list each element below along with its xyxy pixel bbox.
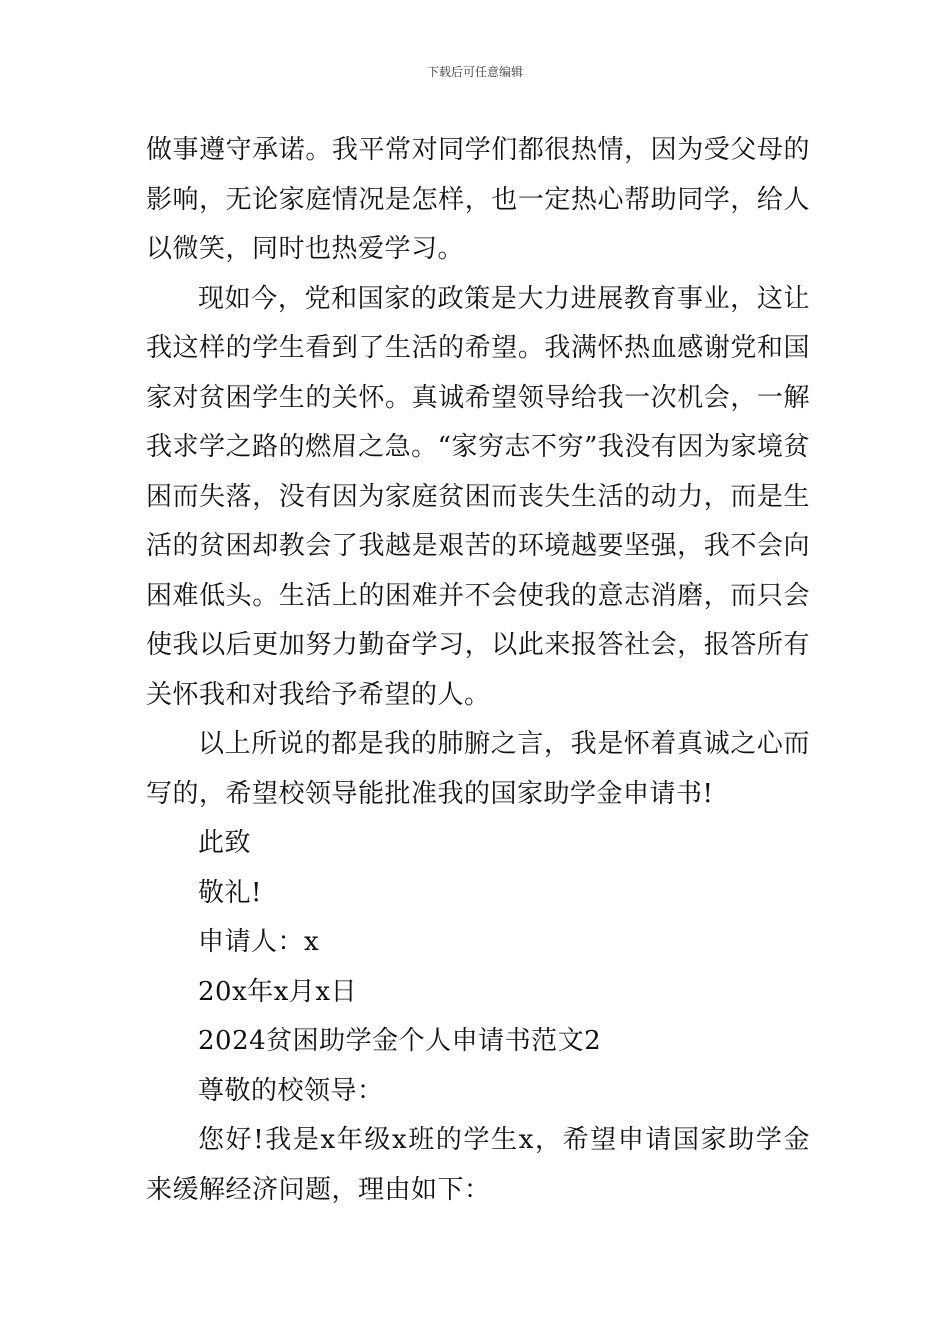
date-line: 20x年x月x日 bbox=[198, 976, 358, 1007]
section-title: 2024贫困助学金个人申请书范文2 bbox=[198, 1026, 602, 1056]
paragraph-intro: 您好!我是x年级x班的学生x，希望申请国家助学金来缓解经济问题，理由如下： bbox=[146, 1125, 810, 1205]
paragraph-continuation: 做事遵守承诺。我平常对同学们都很热情，因为受父母的影响，无论家庭情况是怎样，也一定热心帮助同学，给人以微笑，同时也热爱学习。 bbox=[146, 135, 810, 264]
paragraph-sincerity: 以上所说的都是我的肺腑之言，我是怀着真诚之心而写的，希望校领导能批准我的国家助学金申请书! bbox=[146, 729, 810, 809]
page-header: 下载后可任意编辑 bbox=[426, 65, 523, 79]
paragraph-policy: 现如今，党和国家的政策是大力进展教育事业，这让我这样的学生看到了生活的希望。我满怀热血感谢党和国家对贫困学生的关怀。真诚希望领导给我一次机会，一解我求学之路的燃眉之急。“家穷志不穷”我没有因为家境贫困而失落，没有因为家庭贫困而丧失生活的动力，而是生活的贫困却教会了我越是艰苦的环境越要坚强，我不会向困难低头。生活上的困难并不会使我的意志消磨，而只会使我以后更加努力勤奋学习，以此来报答社会，报答所有关怀我和对我给予希望的人。 bbox=[146, 283, 810, 710]
applicant-line: 申请人：x bbox=[198, 927, 320, 957]
document-body bbox=[146, 126, 810, 1215]
closing-salutation: 此致 bbox=[198, 828, 252, 858]
closing-regards: 敬礼! bbox=[198, 877, 262, 908]
greeting-line: 尊敬的校领导： bbox=[198, 1075, 384, 1106]
